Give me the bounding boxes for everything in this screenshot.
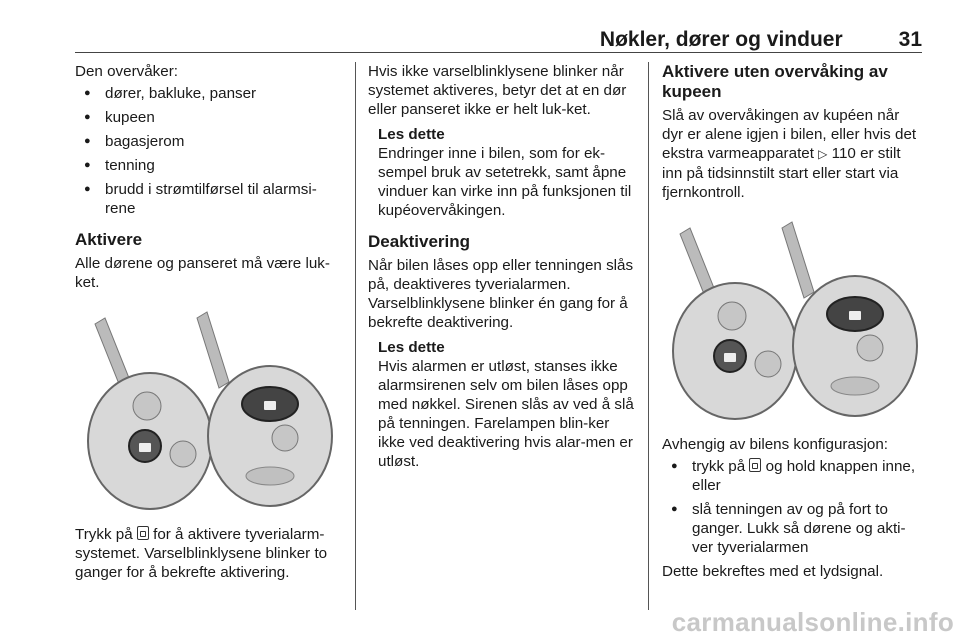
note-title: Les dette	[378, 339, 445, 356]
watermark: carmanualsonline.info	[671, 607, 954, 637]
column-2	[368, 62, 636, 479]
text-segment: er stilt inn på tidsinnstilt start eller start via fjernkontroll.	[662, 145, 901, 201]
text-segment: for å aktivere tyverialarm-systemet. Varselblinklysene blinker to ganger for å bekrefte aktivering.	[75, 526, 328, 581]
monitor-list	[75, 84, 347, 218]
column-divider-2	[648, 62, 649, 610]
text-segment: Trykk på	[75, 526, 137, 543]
list-item: ● kupeen	[75, 108, 347, 127]
column-3	[662, 62, 924, 581]
list-item: ● tenning	[75, 156, 347, 175]
config-list	[662, 457, 924, 557]
note-title: Les dette	[378, 126, 445, 143]
column-1	[75, 62, 347, 582]
column-divider-1	[355, 62, 356, 610]
section-heading-deactivate: Deaktivering	[368, 232, 471, 251]
list-item: ● brudd i strømtilførsel til alarmsi-rene	[75, 180, 347, 218]
header-rule	[75, 52, 922, 53]
page-title: Nøkler, dører og vinduer	[599, 28, 843, 51]
lock-icon	[137, 526, 149, 540]
section-heading-activate: Aktivere	[75, 230, 143, 249]
list-item: ● bagasjerom	[75, 132, 347, 151]
note-box-2	[368, 338, 636, 471]
list-item: ● slå tenningen av og på fort to ganger. Lukk så dørene og akti-ver tyverialarmen	[662, 500, 924, 557]
text-segment: Slå av overvåkingen av kupéen når dyr er alene igjen i bilen, eller hvis det ekstra varmeapparatet	[662, 107, 917, 162]
lock-icon	[749, 458, 761, 472]
no-monitoring-para	[662, 106, 924, 202]
monitor-intro: Den overvåker:	[75, 63, 178, 80]
section-heading-no-monitoring: Aktivere uten overvåking av kupeen	[662, 62, 888, 101]
warning-para: Hvis ikke varselblinklysene blinker når systemet aktiveres, betyr det at en dør eller panseret ikke er helt luk-ket.	[368, 63, 627, 118]
note-box-1	[368, 125, 636, 220]
key-fob-image	[75, 306, 340, 511]
key-fob-illustration	[75, 306, 347, 511]
note-text: Endringer inne i bilen, som for ek-sempel bruk av setetrekk, samt åpne vinduer kan virke inn på funksjonen til kupéovervåkingen.	[378, 145, 632, 219]
list-item	[662, 457, 924, 495]
deactivate-para: Når bilen låses opp eller tenningen slås på, deaktiveres tyverialarmen. Varselblinklysene blinker én gang for å bekrefte deaktivering.	[368, 257, 634, 331]
key-fob-image	[662, 216, 924, 421]
text-segment: trykk på	[692, 458, 750, 475]
list-item: ● dører, bakluke, panser	[75, 84, 347, 103]
note-text: Hvis alarmen er utløst, stanses ikke alarmsirenen selv om bilen låses opp med nøkkel. Sirenen slås av ved å slå på tenningen. Farelampen blin-ker ikke ved deaktivering hvis alar-men er utløst.	[378, 358, 634, 470]
key-fob-illustration-2	[662, 216, 924, 421]
activate-para: Alle dørene og panseret må være luk-ket.	[75, 255, 330, 291]
page-reference-link[interactable]: 110	[831, 145, 856, 162]
page-number: 31	[898, 28, 922, 51]
page-header	[600, 28, 922, 52]
page-reference-arrow-icon: ▷	[818, 147, 828, 161]
config-para: Avhengig av bilens konfigurasjon:	[662, 436, 888, 453]
activate-instruction	[75, 525, 347, 582]
confirm-para: Dette bekreftes med et lydsignal.	[662, 563, 884, 580]
text-segment: og hold knappen inne, eller	[692, 458, 916, 494]
